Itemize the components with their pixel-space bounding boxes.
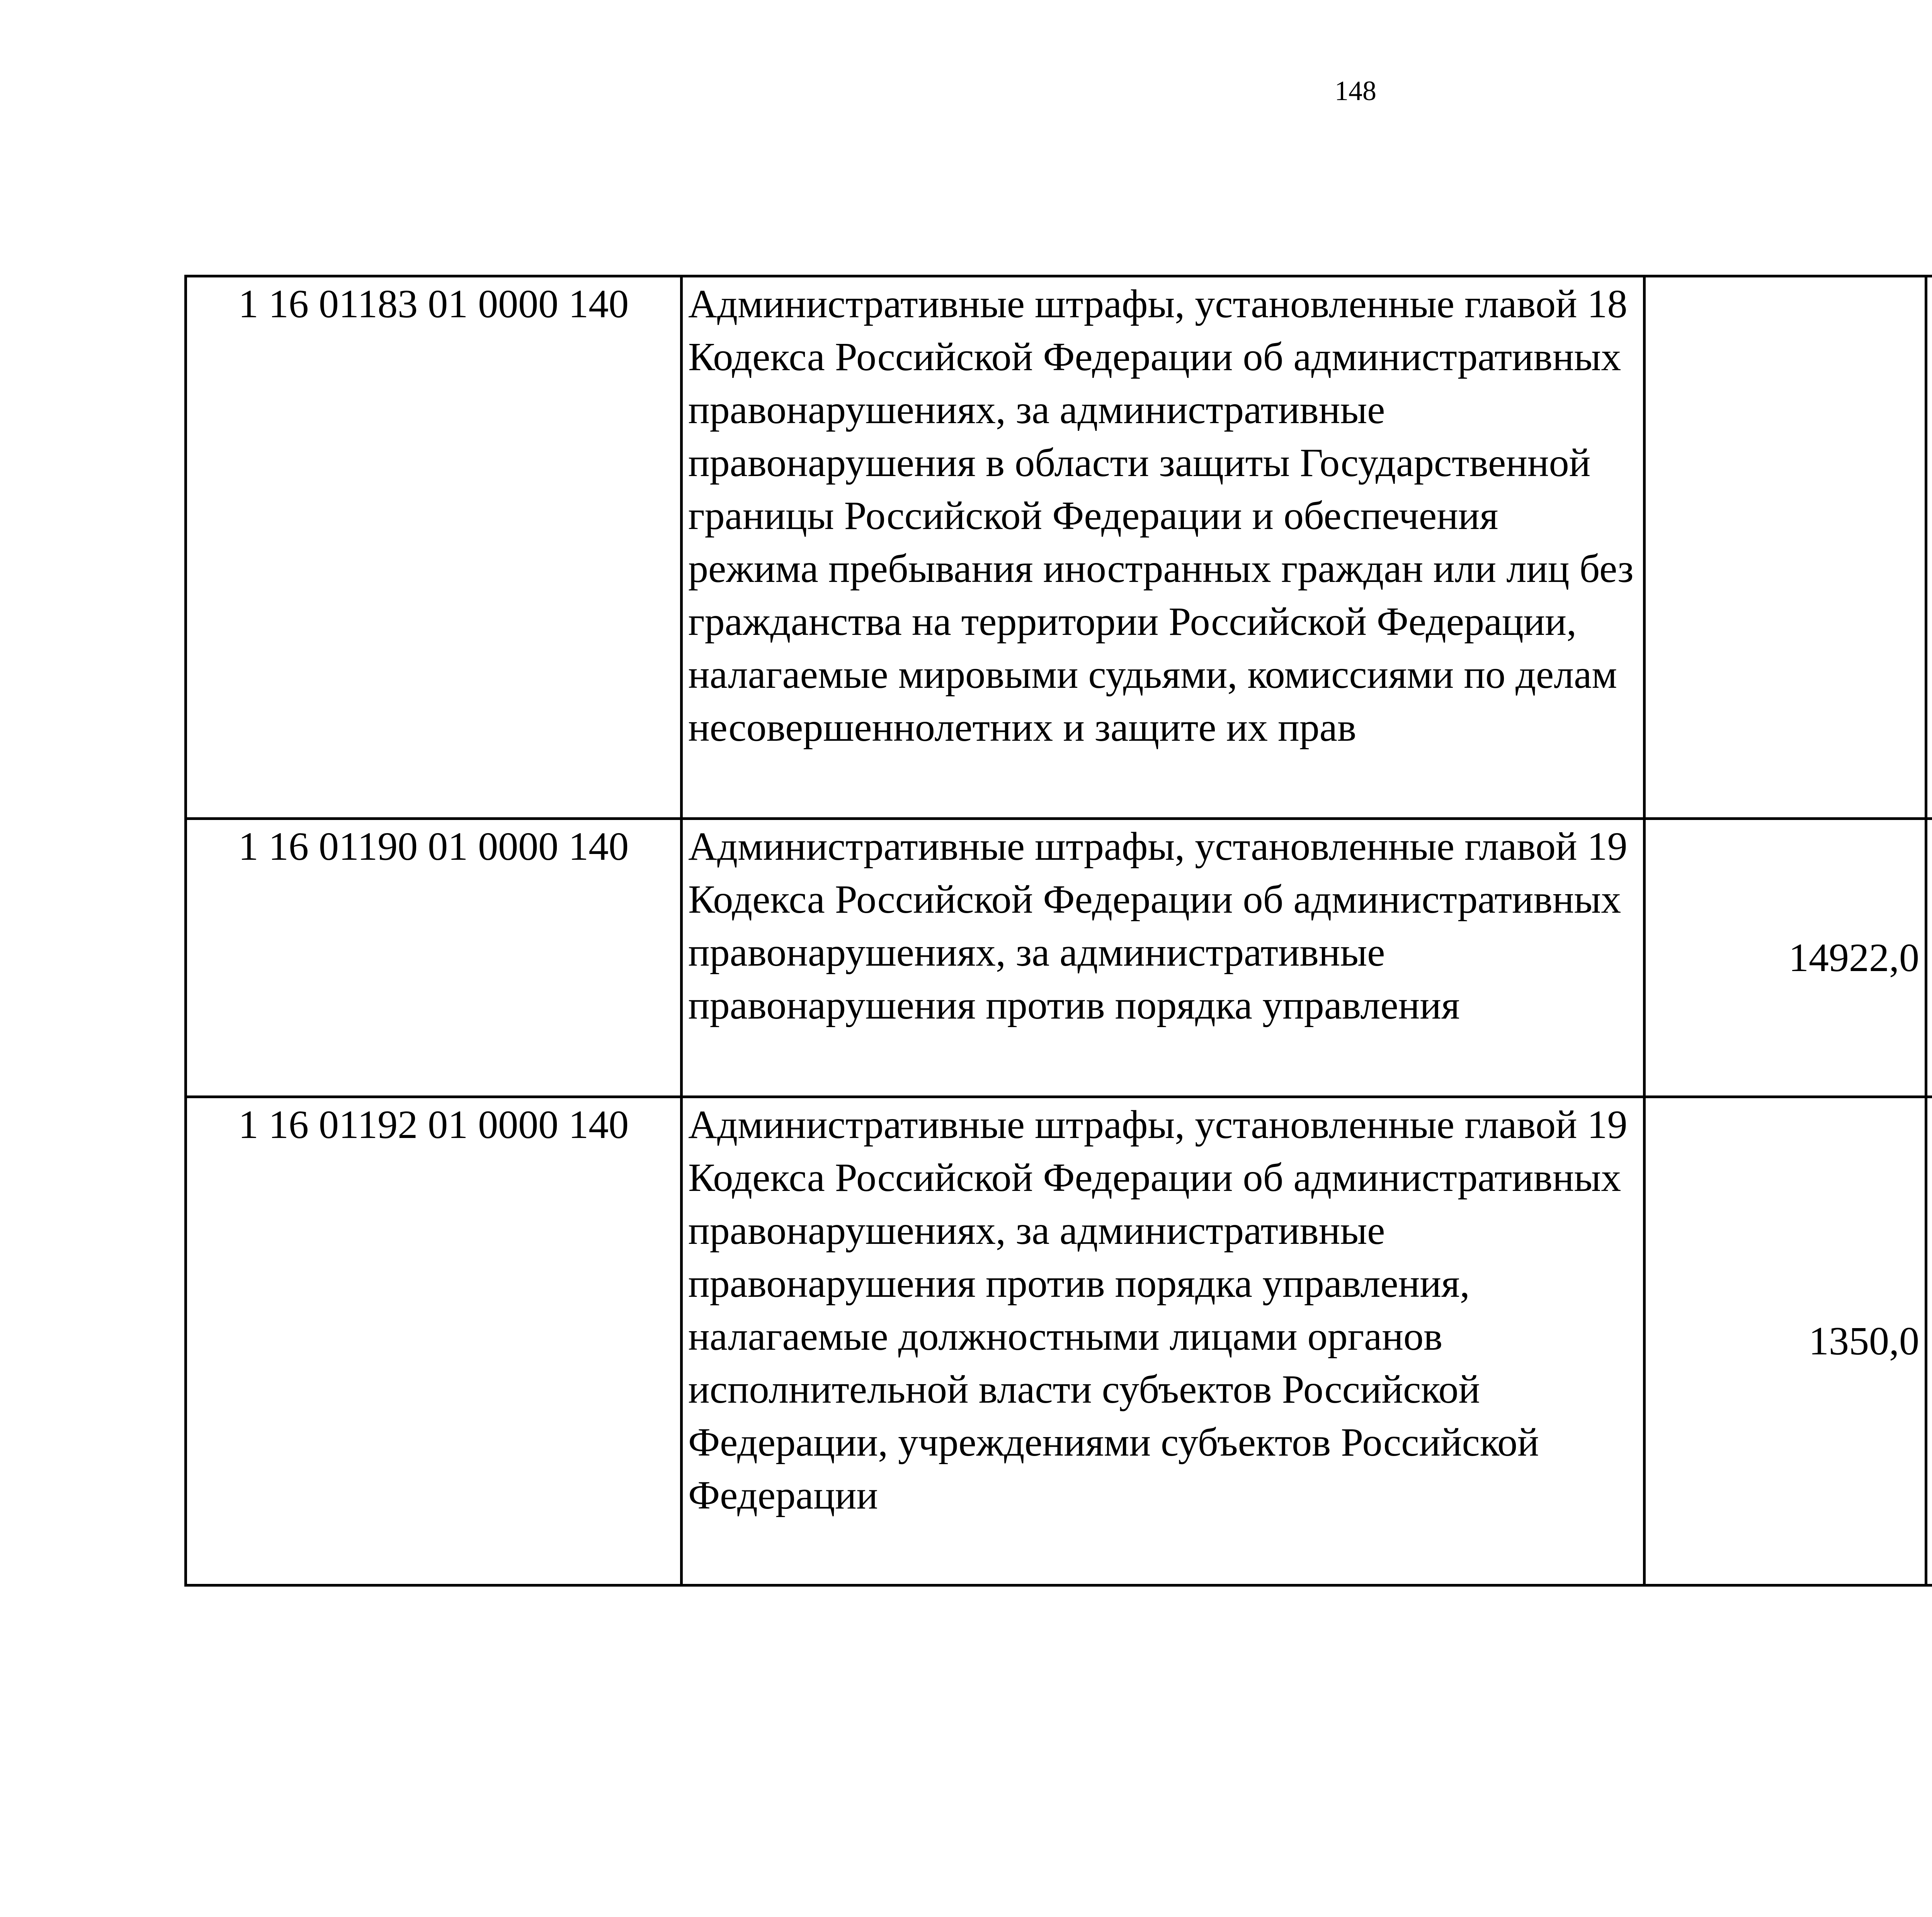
table-row [186, 276, 1932, 819]
value-cell: 1350,0 [1645, 1097, 1926, 1585]
table-row [186, 819, 1932, 1097]
budget-table [184, 275, 1932, 1587]
budget-code-cell: 1 16 01190 01 0000 140 [186, 819, 682, 1097]
budget-code-cell: 1 16 01192 01 0000 140 [186, 1097, 682, 1585]
description-cell: Административные штрафы, установленные главой 18 Кодекса Российской Федерации об административных правонарушениях, за административные правонарушения в области защиты Государственной границы Российской Федерации и обеспечения режима пребывания иностранных граждан или лиц без гражданства на территории Российской Федерации, налагаемые мировыми судьями, комиссиями по делам несовершеннолетних и защите их прав [682, 276, 1645, 819]
description-cell: Административные штрафы, установленные главой 19 Кодекса Российской Федерации об административных правонарушениях, за административные правонарушения против порядка управления [682, 819, 1645, 1097]
value-cell [1926, 1097, 1932, 1585]
budget-code-cell: 1 16 01183 01 0000 140 [186, 276, 682, 819]
description-cell: Административные штрафы, установленные главой 19 Кодекса Российской Федерации об административных правонарушениях, за административные правонарушения против порядка управления, налагаемые должностными лицами органов исполнительной власти субъектов Российской Федерации, учреждениями субъектов Российской Федерации [682, 1097, 1645, 1585]
value-cell [1645, 276, 1926, 819]
table-row [186, 1097, 1932, 1585]
value-cell: 14922,0 [1645, 819, 1926, 1097]
page-number: 148 [1335, 75, 1376, 106]
value-cell [1926, 276, 1932, 819]
value-cell [1926, 819, 1932, 1097]
